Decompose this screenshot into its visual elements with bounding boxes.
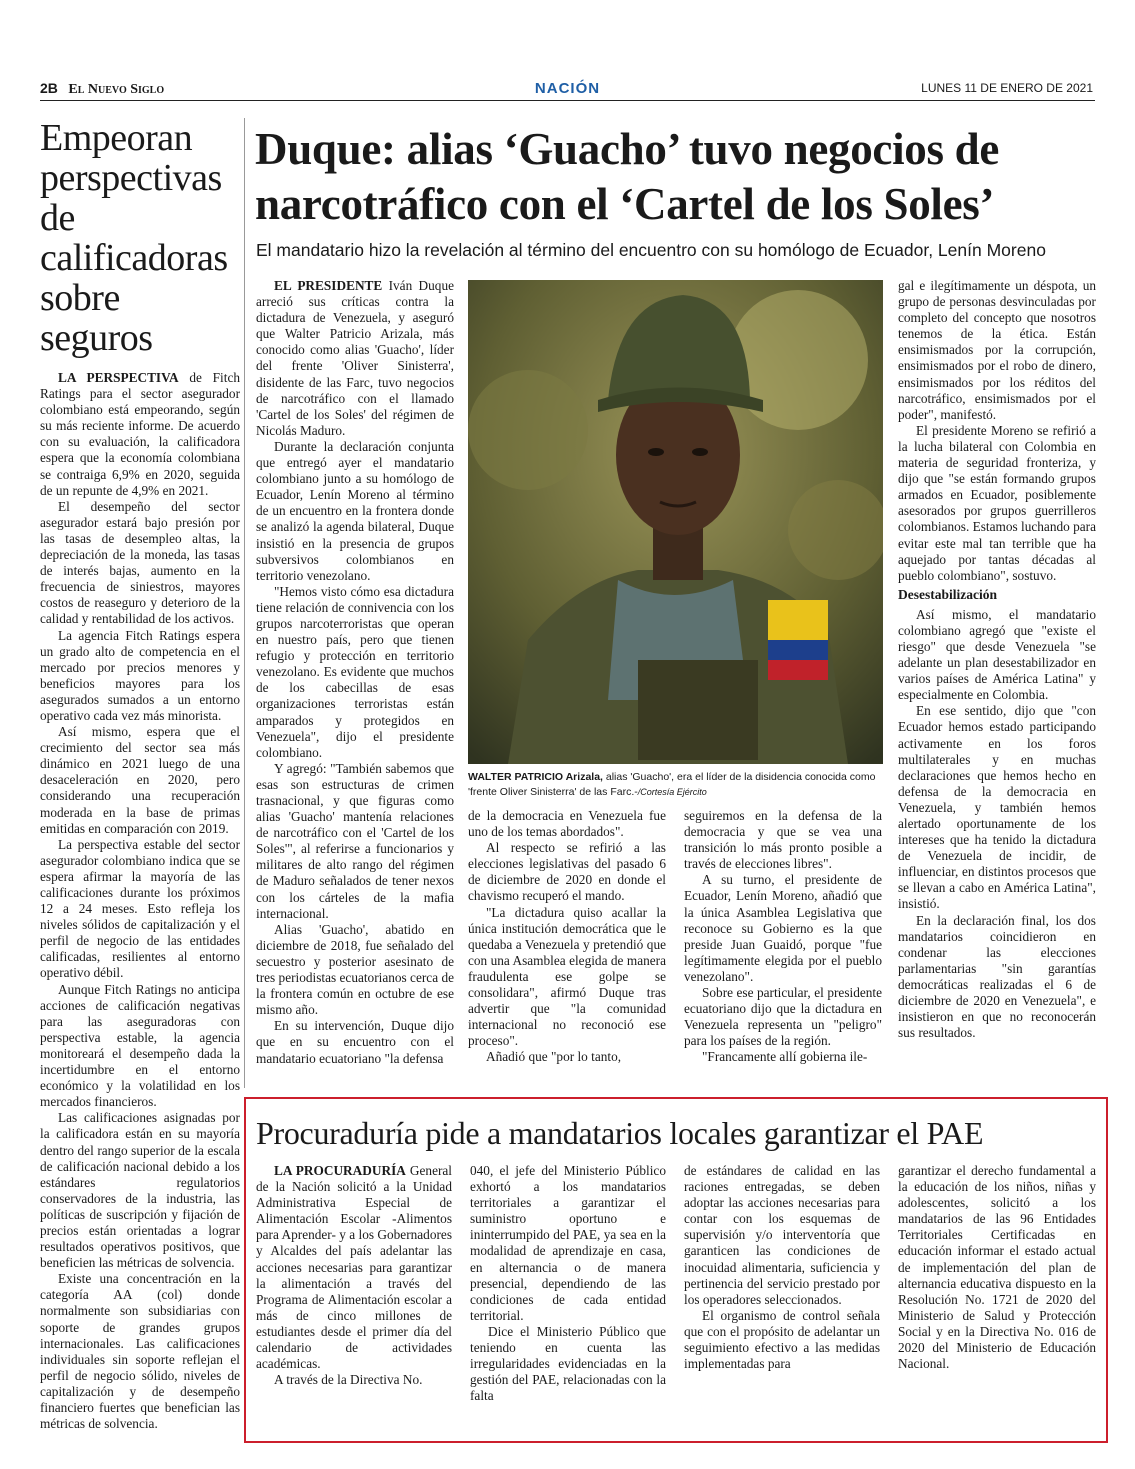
article-paragraph: Al respecto se refirió a las elecciones legislativas del pasado 6 de diciembre de 2020 en donde el chavismo recuperó el mando.	[468, 840, 666, 904]
header-rule	[40, 100, 1095, 101]
article-paragraph: Añadió que "por lo tanto,	[486, 1049, 622, 1065]
photo-illustration	[468, 280, 883, 764]
article-paragraph: Durante la declaración conjunta que entregó ayer el mandatario colombiano junto a su homólogo de Ecuador, Lenín Moreno al término de un encuentro en la frontera donde se analizó la agenda bilateral, Duque insistió en la presencia de grupos subversivos colombianos en territorio venezolano.	[256, 438, 454, 583]
article-paragraph: Alias 'Guacho', abatido en diciembre de 2018, fue señalado del secuestro y posterior asesinato de tres periodistas ecuatorianos cerca de la frontera común en octubre de ese mismo año.	[256, 921, 454, 1018]
article-paragraph: Sobre ese particular, el presidente ecuatoriano dijo que la dictadura en Venezuela representa un "peligro" para los países de la región.	[684, 985, 882, 1049]
main-column-2	[468, 808, 666, 1066]
article-paragraph: "La dictadura quiso acallar la única institución democrática que le quedaba a Venezuela y pretendió que con una Asamblea elegida de manera fraudulenta ese golpe se consolidara", afirmó Duque tras advertir que "la comunidad internacional no reconoció ese proceso".	[468, 904, 666, 1049]
article-paragraph: "Hemos visto cómo esa dictadura tiene relación de connivencia con los grupos narcoterroristas que operan en nuestro país, pero que tienen refugio y protección en territorio venezolano. Es evidente que muchos de los cabecillas de esas organizaciones terroristas están amparados y protegidos en Venezuela", dijo el presidente colombiano.	[256, 583, 454, 760]
section-title: NACIÓN	[534, 80, 601, 97]
article-paragraph: A través de la Directiva No.	[274, 1372, 423, 1388]
article-paragraph: Dice el Ministerio Público que teniendo en cuenta las irregularidades evidenciadas en la gestión del PAE, relacionadas con la falta	[470, 1323, 666, 1404]
issue-date: LUNES 11 DE ENERO DE 2021	[921, 81, 1093, 95]
soldier-photo	[468, 280, 883, 764]
caption-text: alias 'Guacho', era el líder de la disidencia conocida como 'frente Oliver Sinisterra' de las Farc.-	[468, 771, 876, 798]
article-paragraph: garantizar el derecho fundamental a la educación de los niños, niñas y adolescentes, solicitó a los mandatarios de las 96 Entidades Territoriales Certificadas en educación informar el estado actual de implementación del plan de alternancia educativa dispuesto en la Resolución No. 1721 de 2020 del Ministerio de Salud y Protección Social y en la Directiva No. 016 de 2020 del Ministerio de Educación Nacional.	[898, 1163, 1096, 1372]
article-paragraph: seguiremos en la defensa de la democracia y que se vea una transición lo más pronto posible a través de elecciones libres".	[684, 808, 882, 872]
article-paragraph: EL PRESIDENTE Iván Duque arreció sus críticas contra la dictadura de Venezuela, y aseguró que Walter Patricio Arizala, más conocido como alias 'Guacho', líder del frente 'Oliver Sinisterra', disidente de las Farc, tuvo negocios de narcotráfico con el llamado 'Cartel de los Soles' del régimen de Nicolás Maduro.	[256, 278, 454, 438]
sidebar-paragraph: Así mismo, espera que el crecimiento del sector sea más dinámico en 2021 luego de una desaceleración en 2020, pero considerando una recuperación moderada en la base de primas emitidas en comparación con 2019.	[40, 724, 240, 836]
article-paragraph: Y agregó: "También sabemos que esas son estructuras de crimen trasnacional, y que figuras como alias 'Guacho' mantenía relaciones de narcotráfico con el 'Cartel de los Soles'", al referirse a funcionarios y militares de alto rango del régimen de Maduro señalados de tener nexos con los cárteles de la mafia internacional.	[256, 760, 454, 921]
sidebar-paragraph: El desempeño del sector asegurador estará bajo presión por las tasas de desempleo altas, la depreciación de la moneda, las tasas de interés bajas, aumento en la frecuencia de siniestros, mayores costos de reaseguro y deterioro de la calidad y rentabilidad de los activos.	[40, 498, 240, 627]
sidebar-paragraph: La perspectiva estable del sector asegurador colombiano indica que se espera afirmar la mayoría de las calificaciones durante los próximos 12 a 24 meses. Esto refleja los niveles sólidos de capitalización y el perfil de negocio de las entidades calificadas, resilientes al entorno operativo débil.	[40, 836, 240, 981]
newspaper-name: El Nuevo Siglo	[68, 82, 165, 97]
main-deck: El mandatario hizo la revelación al término del encuentro con su homólogo de Ecuador, Lenín Moreno	[256, 240, 1046, 260]
box-column-2	[470, 1163, 666, 1404]
article-paragraph: 040, el jefe del Ministerio Público exhortó a los mandatarios territoriales a garantizar el suministro oportuno e ininterrumpido del PAE, ya sea en la modalidad de aprendizaje en casa, en alternancia o de manera presencial, dependiendo de las condiciones de cada entidad territorial.	[470, 1163, 666, 1323]
article-paragraph: LA PROCURADURÍA General de la Nación solicitó a la Unidad Administrativa Especial de Alimentación Escolar -Alimentos para Aprender- y a los Gobernadores y Alcaldes del país adelantar las acciones necesarias para garantizar la alimentación a través del Programa de Alimentación escolar a más de cinco millones de estudiantes desde el primer día del calendario de actividades académicas.	[256, 1163, 453, 1372]
box-headline: Procuraduría pide a mandatarios locales garantizar el PAE	[256, 1115, 984, 1151]
sidebar-paragraph: Existe una concentración en la categoría AA (col) donde normalmente son subsidiarias con soporte de grandes grupos internacionales. Las calificaciones individuales sin soporte reflejan el perfil de negocio sólido, niveles de capitalización y de desempeño financiero fuertes que benefician las métricas de solvencia.	[40, 1271, 240, 1432]
photo-caption	[468, 770, 883, 800]
sidebar-headline: Empeoran perspectivas de calificadoras sobre seguros	[40, 117, 228, 359]
sidebar-article	[40, 118, 240, 1432]
article-paragraph: En ese sentido, dijo que "con Ecuador hemos estado participando activamente en los foros multilaterales y en muchas declaraciones que hemos hecho en defensa de la democracia en Venezuela, y también hemos alertado oportunamente de los intereses que ha tenido la dictadura de Venezuela de incidir, de influenciar, en distintos procesos que se llevan a cabo en América Latina", insistió.	[898, 703, 1096, 912]
box-column-3	[684, 1163, 880, 1372]
main-column-1	[256, 278, 454, 1067]
page-number: 2B	[40, 80, 58, 96]
article-paragraph: "Francamente allí gobierna ile-	[702, 1049, 868, 1065]
article-paragraph: de estándares de calidad en las raciones entregadas, se deben adoptar las acciones necesarias para contar con los esquemas de supervisión y/o interventoría que garanticen las condiciones de inocuidad alimentaria, suficiencia y pertinencia del servicio prestado por los operadores seleccionados.	[684, 1163, 880, 1307]
article-paragraph: El presidente Moreno se refirió a la lucha bilateral con Colombia en materia de seguridad fronteriza, y dijo que "se están formando grupos armados en Ecuador, posiblemente asesorados por grupos guerrilleros colombianos. Estamos luchando para evitar este mal tan terrible que ha aquejado por tantas décadas al pueblo colombiano", sostuvo.	[898, 422, 1096, 583]
article-paragraph: En su intervención, Duque dijo que en su encuentro con el mandatario ecuatoriano "la defensa	[256, 1018, 454, 1066]
box-column-1	[256, 1163, 452, 1388]
caption-credit: /Cortesía Ejército	[637, 787, 707, 797]
box-lead: LA PROCURADURÍA	[274, 1163, 406, 1178]
article-paragraph: El organismo de control señala que con el propósito de adelantar un seguimiento efectivo a las medidas implementadas para	[684, 1307, 880, 1372]
article-paragraph: En la declaración final, los dos mandatarios coincidieron en condenar las elecciones parlamentarias "sin garantías democráticas realizadas el 6 de diciembre de 2020 en Venezuela", e insistieron en que no reconocerán sus resultados.	[898, 912, 1096, 1041]
main-column-3	[684, 808, 882, 1066]
sidebar-lead: LA PERSPECTIVA	[58, 370, 179, 385]
main-headline: Duque: alias ‘Guacho’ tuvo negocios de narcotráfico con el ‘Cartel de los Soles’	[255, 124, 1000, 229]
sidebar-paragraph: LA PERSPECTIVA de Fitch Ratings para el sector asegurador colombiano está empeorando, según su más reciente informe. De acuerdo con su evaluación, la calificadora espera que la economía colombiana se contraiga 6,9% en 2020, seguida de un repunte de 4,9% en 2021.	[40, 370, 240, 498]
article-paragraph: de la democracia en Venezuela fue uno de los temas abordados".	[468, 808, 666, 840]
article-paragraph: gal e ilegítimamente un déspota, un grupo de personas desvinculadas por completo del concepto que nosotros tenemos de la ética. Están ensimismados por la corrupción, ensimismados por el robo de dinero, ensimismados por los réditos del narcotráfico, ensimismados por el poder", manifestó.	[898, 278, 1096, 422]
caption-name: WALTER PATRICIO Arizala,	[468, 771, 603, 783]
article-paragraph: A su turno, el presidente de Ecuador, Lenín Moreno, añadió que la única Asamblea Legislativa que reconoce su Gobierno es la que preside Juan Guaidó, porque "fue legítimamente elegida por el pueblo venezolano".	[684, 872, 882, 984]
main-column-4	[898, 278, 1096, 1041]
column-divider	[244, 118, 245, 1088]
sidebar-paragraph: La agencia Fitch Ratings espera un grado alto de competencia en el mercado por precios menores y beneficios mayores para los asegurados sumados a un entorno operativo cada vez más minorista.	[40, 627, 240, 723]
subheading: Desestabilización	[898, 586, 997, 602]
box-column-4	[898, 1163, 1096, 1372]
sidebar-paragraph: Las calificaciones asignadas por la calificadora están en su mayoría dentro del rango superior de la escala de calificación nacional debido a los estándares regulatorios conservadores de la industria, las políticas de suscripción y fijación de precios están orientadas a lograr resultados operativos positivos, que beneficien las métricas de solvencia.	[40, 1110, 240, 1271]
article-paragraph: Así mismo, el mandatario colombiano agregó que "existe el riesgo" que desde Venezuela "se adelante un plan desestabilizador en varios países de América Latina" y especialmente en Colombia.	[898, 606, 1096, 703]
main-lead: EL PRESIDENTE	[274, 278, 383, 293]
sidebar-paragraph: Aunque Fitch Ratings no anticipa acciones de calificación negativas para las aseguradoras con perspectiva estable, la agencia monitoreará el desempeño dada la incertidumbre en el entorno económico y la volatilidad en los mercados financieros.	[40, 981, 240, 1110]
